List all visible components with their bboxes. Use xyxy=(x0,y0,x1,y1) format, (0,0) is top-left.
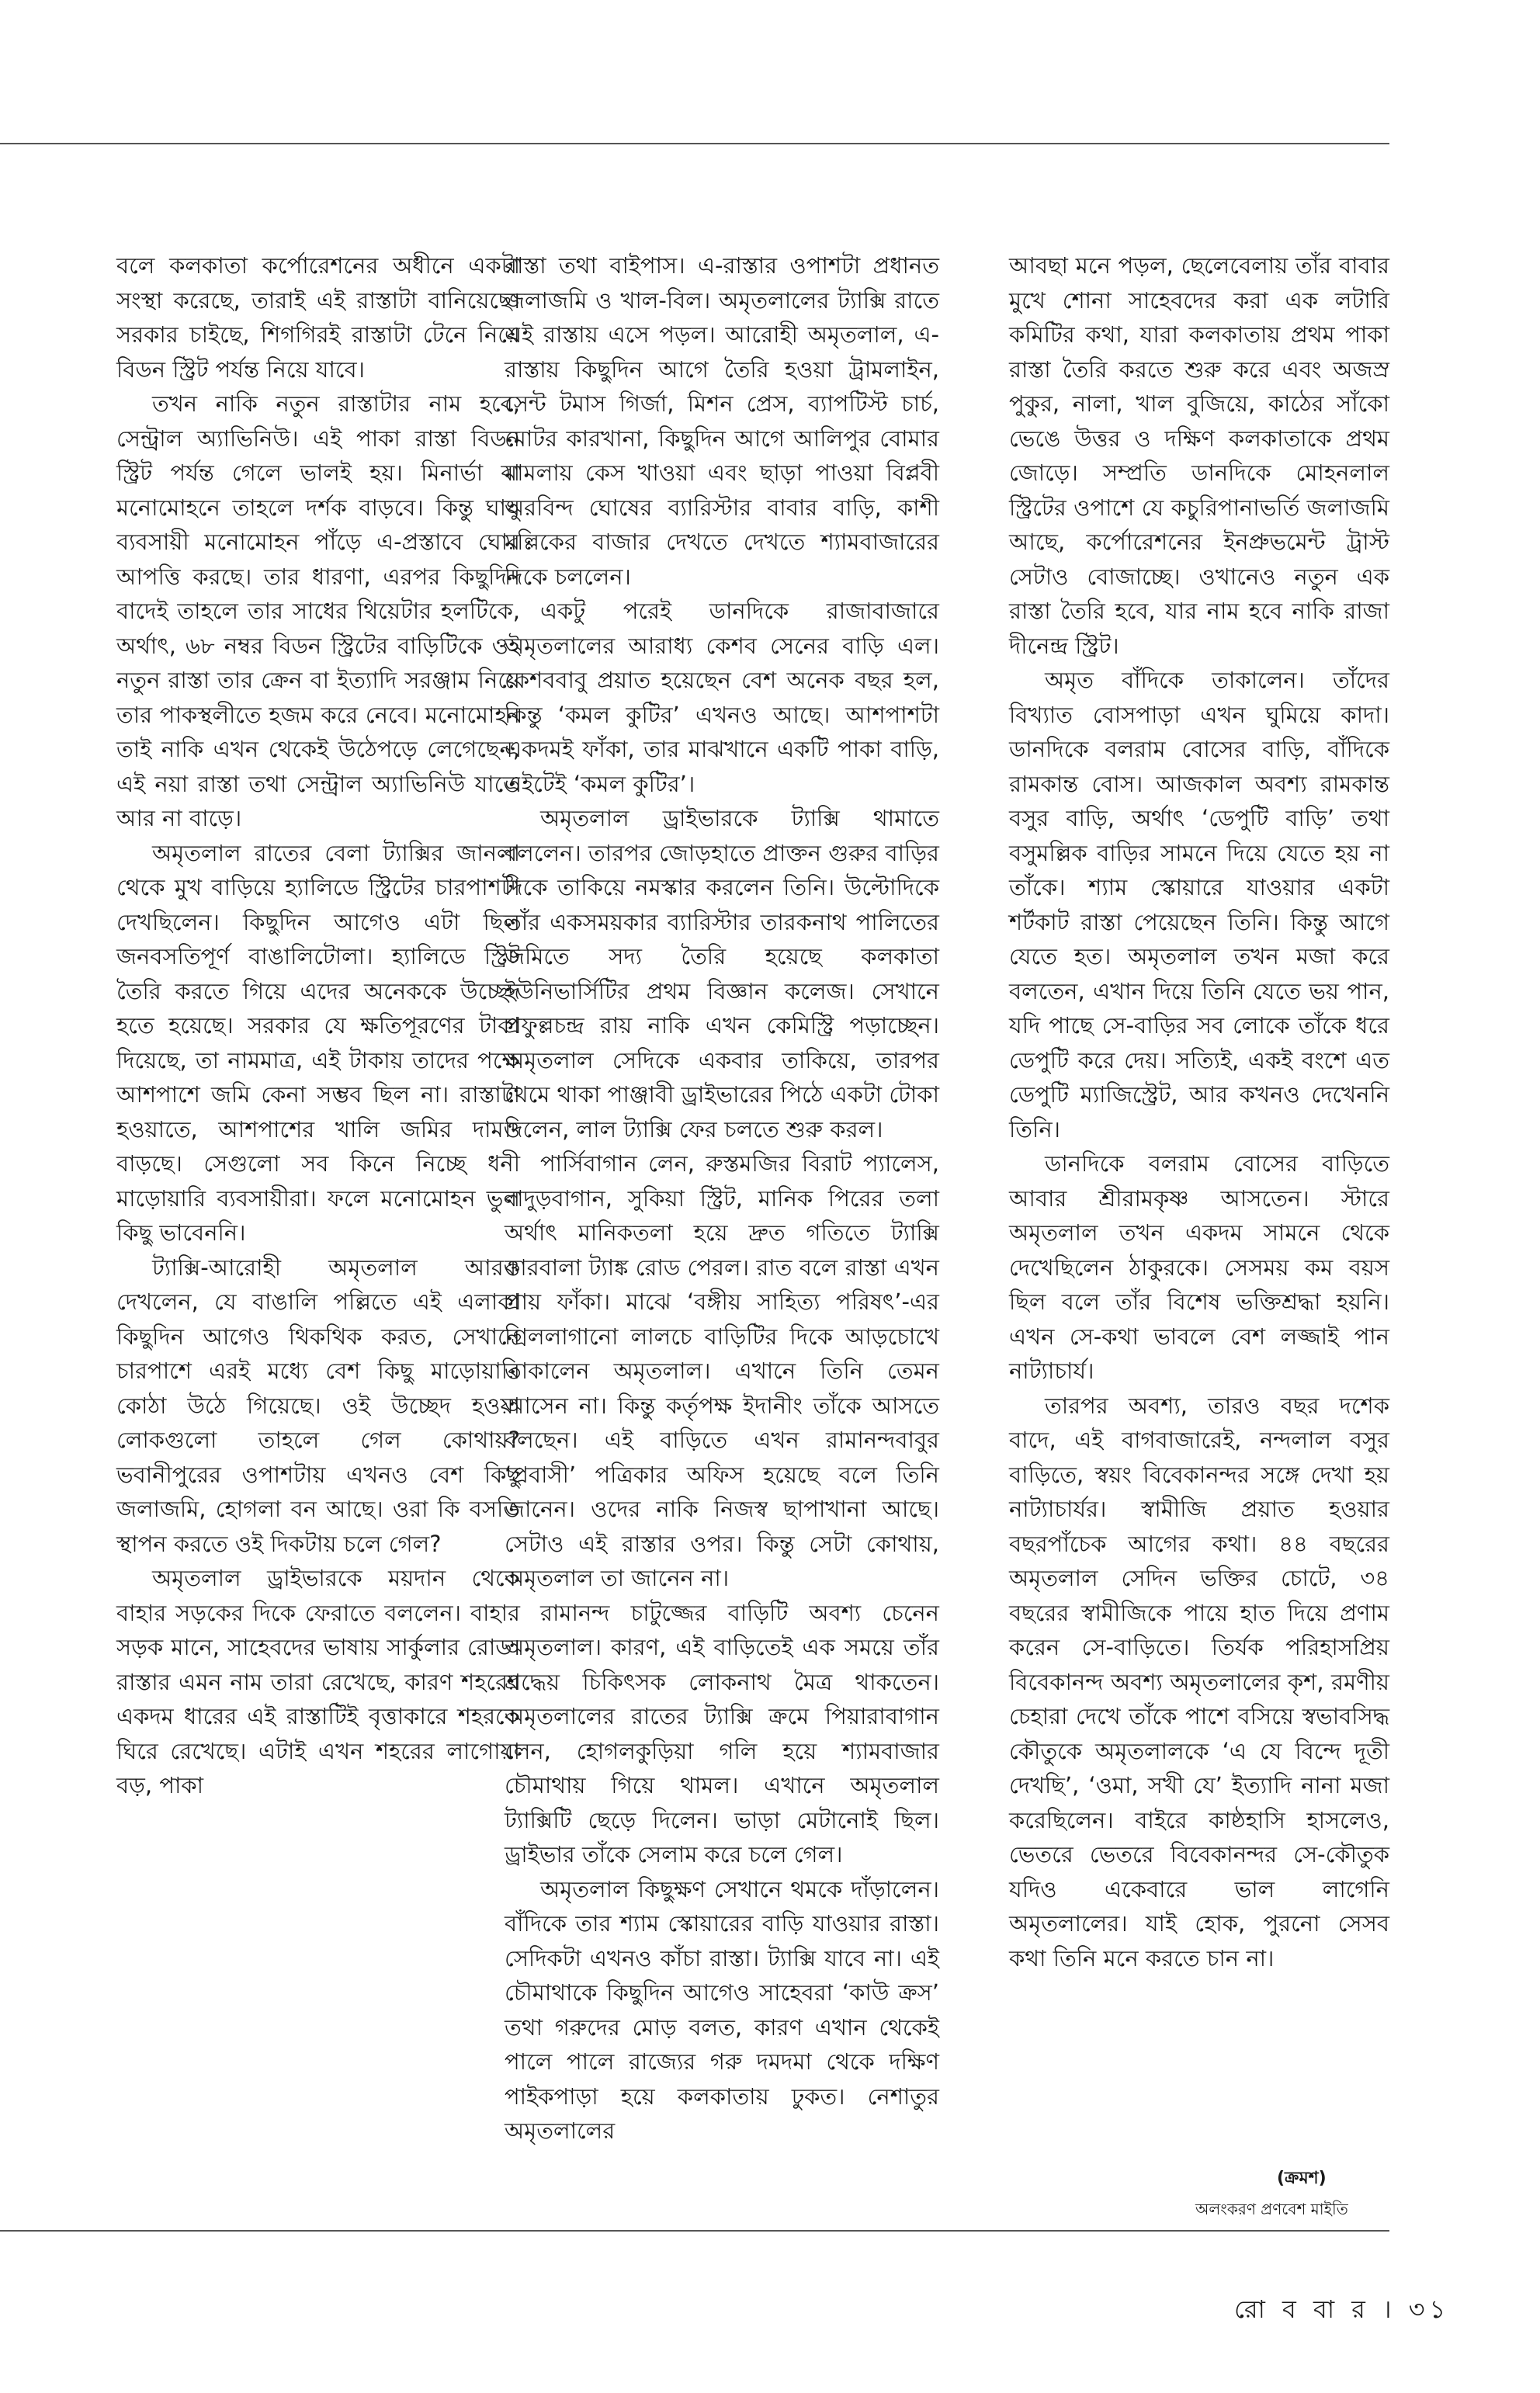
bottom-rule xyxy=(0,2230,1389,2232)
paragraph: রাস্তা তথা বাইপাস। এ-রাস্তার ওপাশটা প্রধানত জলাজমি ও খাল-বিল। অমৃতলালের ট্যাক্সি রাতে এই রাস্তায় এসে পড়ল। আরোহী অমৃতলাল, এ-রাস্তায় কিছুদিন আগে তৈরি হওয়া ট্রামলাইন, সেন্ট টমাস গির্জা, মিশন প্রেস, ব্যাপটিস্ট চার্চ, মোটর কারখানা, কিছুদিন আগে আলিপুর বোমার মামলায় কেস খাওয়া এবং ছাড়া পাওয়া বিপ্লবী অরবিন্দ ঘোষের ব্যারিস্টার বাবার বাড়ি, কাশী মল্লিকের বাজার দেখতে দেখতে শ্যামবাজারের দিকে চললেন। xyxy=(505,252,939,590)
illustration-credit: অলংকরণ প্রণবেশ মাইতি xyxy=(1195,2200,1348,2218)
page-number: ৩১ xyxy=(1408,2294,1451,2324)
paragraph: ট্যাক্সি-আরোহী অমৃতলাল আরও দেখলেন, যে বাঙালি পল্লিতে এই এলাকা কিছুদিন আগেও থিকথিক করত, সেখানে চারপাশে এরই মধ্যে বেশ কিছু মাড়োয়ারি কোঠা উঠে গিয়েছে। ওই উচ্ছেদ হওয়া লোকগুলো তাহলে গেল কোথায়? ভবানীপুরের ওপাশটায় এখনও বেশ কিছু জলাজমি, হোগলা বন আছে। ওরা কি বসতি স্থাপন করতে ওই দিকটায় চলে গেল? xyxy=(116,1254,520,1557)
paragraph: আবছা মনে পড়ল, ছেলেবেলায় তাঁর বাবার মুখে শোনা সাহেবদের করা এক লটারি কমিটির কথা, যারা কলকাতায় প্রথম পাকা রাস্তা তৈরি করতে শুরু করে এবং অজস্র পুকুর, নালা, খাল বুজিয়ে, কাঠের সাঁকো ভেঙে উত্তর ও দক্ষিণ কলকাতাকে প্রথম জোড়ে। সম্প্রতি ডানদিকে মোহনলাল স্ট্রিটের ওপাশে যে কচুরিপানাভর্তি জলাজমি আছে, কর্পোরেশনের ইনপ্রুভমেন্ট ট্রাস্ট সেটাও বোজাচ্ছে। ওখানেও নতুন এক রাস্তা তৈরি হবে, যার নাম হবে নাকি রাজা দীনেন্দ্র স্ট্রিট। xyxy=(1009,252,1389,659)
top-rule xyxy=(0,143,1389,144)
article-column-3 xyxy=(1009,248,1389,1975)
paragraph: অমৃতলাল ড্রাইভারকে ময়দান থেকে বাহার সড়কের দিকে ফেরাতে বললেন। বাহার সড়ক মানে, সাহেবদের ভাষায় সার্কুলার রোড। রাস্তার এমন নাম তারা রেখেছে, কারণ শহরের একদম ধারের এই রাস্তাটিই বৃত্তাকারে শহরকে ঘিরে রেখেছে। এটাই এখন শহরের লাগোয়া বড়, পাকা xyxy=(116,1565,520,1798)
article-column-2 xyxy=(505,248,939,2148)
paragraph: একটু পরেই ডানদিকে রাজাবাজারে অমৃতলালের আরাধ্য কেশব সেনের বাড়ি এল। কেশববাবু প্রয়াত হয়েছেন বেশ অনেক বছর হল, কিন্তু ‘কমল কুটির’ এখনও আছে। আশপাশটা একদমই ফাঁকা, তার মাঝখানে একটি পাকা বাড়ি, এইটেই ‘কমল কুটির’। xyxy=(505,598,939,797)
paragraph: তখন নাকি নতুন রাস্তাটার নাম হবে, সেন্ট্রাল অ্যাভিনিউ। এই পাকা রাস্তা বিডন স্ট্রিট পর্যন্ত গেলে ভালই হয়। মিনার্ভা বা মনোমোহনে তাহলে দর্শক বাড়বে। কিন্তু ঘাঘু ব্যবসায়ী মনোমোহন পাঁড়ে এ-প্রস্তাবে ঘোর আপত্তি করছে। তার ধারণা, এরপর কিছুদিন বাদেই তাহলে তার সাধের থিয়েটার হলটিকে, অর্থাৎ, ৬৮ নম্বর বিডন স্ট্রিটের বাড়িটিকে ওই নতুন রাস্তা তার ক্রেন বা ইত্যাদি সরঞ্জাম নিয়ে তার পাকস্থলীতে হজম করে নেবে। মনোমোহন তাই নাকি এখন থেকেই উঠেপড়ে লেগেছেন, এই নয়া রাস্তা তথা সেন্ট্রাল অ্যাভিনিউ যাতে আর না বাড়ে। xyxy=(116,390,520,831)
to-be-continued: (ক্রমশ) xyxy=(1277,2169,1327,2188)
paragraph: পার্সিবাগান লেন, রুস্তমজির বিরাট প্যালেস, বাদুড়বাগান, সুকিয়া স্ট্রিট, মানিক পিরের তলা অর্থাৎ মানিকতলা হয়ে দ্রুত গতিতে ট্যাক্সি কারবালা ট্যাঙ্ক রোড পেরল। রাত বলে রাস্তা এখন প্রায় ফাঁকা। মাঝে ‘বঙ্গীয় সাহিত্য পরিষৎ’-এর গ্রিললাগানো লালচে বাড়িটির দিকে আড়চোখে তাকালেন অমৃতলাল। এখানে তিনি তেমন আসেন না। কিন্তু কর্তৃপক্ষ ইদানীং তাঁকে আসতে বলছেন। এই বাড়িতে এখন রামানন্দবাবুর ‘প্রবাসী’ পত্রিকার অফিস হয়েছে বলে তিনি জানেন। ওদের নাকি নিজস্ব ছাপাখানা আছে। সেটাও এই রাস্তার ওপর। কিন্তু সেটা কোথায়, অমৃতলাল তা জানেন না। xyxy=(505,1150,939,1591)
magazine-name: রো ব বা র xyxy=(1234,2294,1370,2324)
paragraph: অমৃত বাঁদিকে তাকালেন। তাঁদের বিখ্যাত বোসপাড়া এখন ঘুমিয়ে কাদা। ডানদিকে বলরাম বোসের বাড়ি, বাঁদিকে রামকান্ত বোস। আজকাল অবশ্য রামকান্ত বসুর বাড়ি, অর্থাৎ ‘ডেপুটি বাড়ি’ তথা বসুমল্লিক বাড়ির সামনে দিয়ে যেতে হয় না তাঁকে। শ্যাম স্কোয়ারে যাওয়ার একটা শর্টকাট রাস্তা পেয়েছেন তিনি। কিন্তু আগে যেতে হত। অমৃতলাল তখন মজা করে বলতেন, এখান দিয়ে তিনি যেতে ভয় পান, যদি পাছে সে-বাড়ির সব লোকে তাঁকে ধরে ডেপুটি করে দেয়। সত্যিই, একই বংশে এত ডেপুটি ম্যাজিস্ট্রেট, আর কখনও দেখেননি তিনি। xyxy=(1009,667,1389,1143)
paragraph: বলে কলকাতা কর্পোরেশনের অধীনে একটা সংস্থা করেছে, তারাই এই রাস্তাটা বানিয়েছে। সরকার চাইছে, শিগগিরই রাস্তাটা টেনে নিয়ে বিডন স্ট্রিট পর্যন্ত নিয়ে যাবে। xyxy=(116,252,520,383)
page-footer xyxy=(1234,2290,1450,2332)
paragraph: ডানদিকে বলরাম বোসের বাড়িতে আবার শ্রীরামকৃষ্ণ আসতেন। স্টারে অমৃতলাল তখন একদম সামনে থেকে দেখেছিলেন ঠাকুরকে। সেসময় কম বয়স ছিল বলে তাঁর বিশেষ ভক্তিশ্রদ্ধা হয়নি। এখন সে-কথা ভাবলে বেশ লজ্জাই পান নাট্যাচার্য। xyxy=(1009,1150,1389,1384)
paragraph: রামানন্দ চাটুজ্জের বাড়িটি অবশ্য চেনেন অমৃতলাল। কারণ, এই বাড়িতেই এক সময়ে তাঁর শ্রদ্ধেয় চিকিৎসক লোকনাথ মৈত্র থাকতেন। অমৃতলালের রাতের ট্যাক্সি ক্রমে পিয়ারাবাগান লেন, হোগলকুড়িয়া গলি হয়ে শ্যামবাজার চৌমাথায় গিয়ে থামল। এখানে অমৃতলাল ট্যাক্সিটি ছেড়ে দিলেন। ভাড়া মেটানোই ছিল। ড্রাইভার তাঁকে সেলাম করে চলে গেল। xyxy=(505,1599,939,1868)
article-column-1 xyxy=(116,248,520,1803)
paragraph: অমৃতলাল ড্রাইভারকে ট্যাক্সি থামাতে বললেন। তারপর জোড়হাতে প্রাক্তন গুরুর বাড়ির দিকে তাকিয়ে নমস্কার করলেন তিনি। উল্টোদিকে তাঁর একসময়কার ব্যারিস্টার তারকনাথ পালিতের জমিতে সদ্য তৈরি হয়েছে কলকাতা ইউনিভার্সিটির প্রথম বিজ্ঞান কলেজ। সেখানে প্রফুল্লচন্দ্র রায় নাকি এখন কেমিস্ট্রি পড়াচ্ছেন। অমৃতলাল সেদিকে একবার তাকিয়ে, তারপর থেমে থাকা পাঞ্জাবী ড্রাইভারের পিঠে একটা টোকা দিলেন, লাল ট্যাক্সি ফের চলতে শুরু করল। xyxy=(505,805,939,1143)
paragraph: অমৃতলাল কিছুক্ষণ সেখানে থমকে দাঁড়ালেন। বাঁদিকে তার শ্যাম স্কোয়ারের বাড়ি যাওয়ার রাস্তা। সেদিকটা এখনও কাঁচা রাস্তা। ট্যাক্সি যাবে না। এই চৌমাথাকে কিছুদিন আগেও সাহেবরা ‘কাউ ক্রস’ তথা গরুদের মোড় বলত, কারণ এখান থেকেই পালে পালে রাজ্যের গরু দমদমা থেকে দক্ষিণ পাইকপাড়া হয়ে কলকাতায় ঢুকত। নেশাতুর অমৃতলালের xyxy=(505,1875,939,2144)
paragraph: তারপর অবশ্য, তারও বছর দশেক বাদে, এই বাগবাজারেই, নন্দলাল বসুর বাড়িতে, স্বয়ং বিবেকানন্দর সঙ্গে দেখা হয় নাট্যাচার্যর। স্বামীজি প্রয়াত হওয়ার বছরপাঁচেক আগের কথা। ৪৪ বছরের অমৃতলাল সেদিন ভক্তির চোটে, ৩৪ বছরের স্বামীজিকে পায়ে হাত দিয়ে প্রণাম করেন সে-বাড়িতে। তির্যক পরিহাসপ্রিয় বিবেকানন্দ অবশ্য অমৃতলালের কৃশ, রমণীয় চেহারা দেখে তাঁকে পাশে বসিয়ে স্বভাবসিদ্ধ কৌতুকে অমৃতলালকে ‘এ যে বিন্দে দূতী দেখছি’, ‘ওমা, সখী যে’ ইত্যাদি নানা মজা করেছিলেন। বাইরে কাষ্ঠহাসি হাসলেও, ভেতরে ভেতরে বিবেকানন্দর সে-কৌতুক যদিও একেবারে ভাল লাগেনি অমৃতলালের। যাই হোক, পুরনো সেসব কথা তিনি মনে করতে চান না। xyxy=(1009,1392,1389,1972)
paragraph: অমৃতলাল রাতের বেলা ট্যাক্সির জানলা থেকে মুখ বাড়িয়ে হ্যালিডে স্ট্রিটের চারপাশটা দেখছিলেন। কিছুদিন আগেও এটা ছিল জনবসতিপূর্ণ বাঙালিটোলা। হ্যালিডে স্ট্রিট তৈরি করতে গিয়ে এদের অনেককে উচ্ছেদ হতে হয়েছে। সরকার যে ক্ষতিপূরণের টাকা দিয়েছে, তা নামমাত্র, এই টাকায় তাদের পক্ষে আশপাশে জমি কেনা সম্ভব ছিল না। রাস্তাটা হওয়াতে, আশপাশের খালি জমির দামও বাড়ছে। সেগুলো সব কিনে নিচ্ছে ধনী মাড়োয়ারি ব্যবসায়ীরা। ফলে মনোমোহন ভুল কিছু ভাবেননি। xyxy=(116,839,520,1246)
footer-separator: । xyxy=(1382,2294,1396,2324)
